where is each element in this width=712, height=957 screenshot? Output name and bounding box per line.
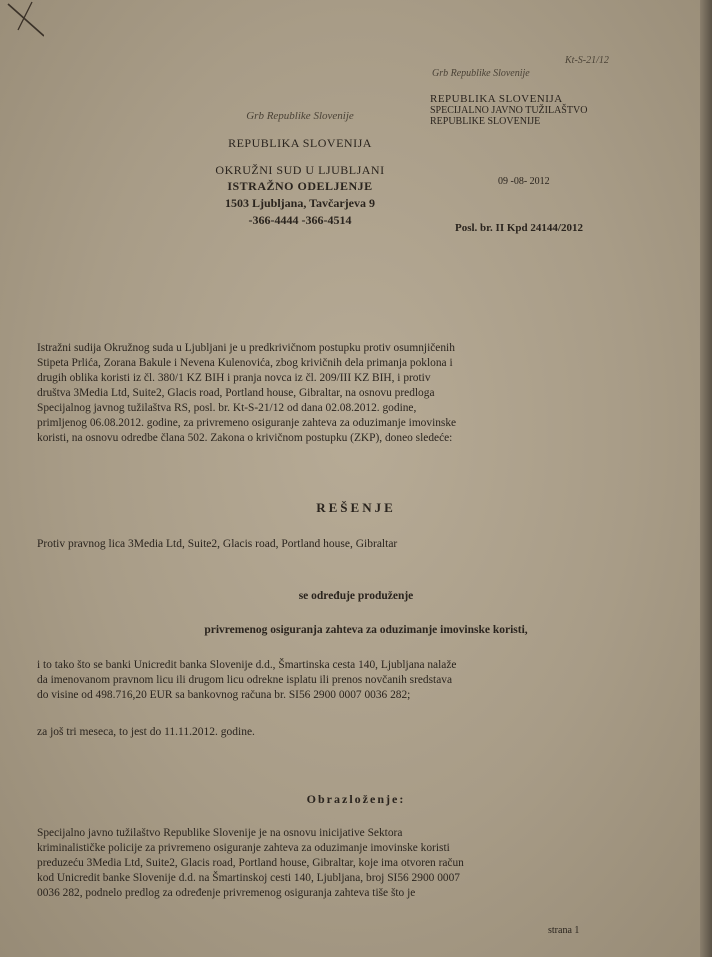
prosecutor-stamp <box>430 68 630 127</box>
decision-duration: za još tri meseca, to jest do 11.11.2012. godine. <box>37 726 255 738</box>
decision-against: Protiv pravnog lica 3Media Ltd, Suite2, Glacis road, Portland house, Gibraltar <box>37 538 398 550</box>
decision-extension: se određuje produženje <box>298 590 414 602</box>
handwritten-cross-mark <box>4 0 44 40</box>
court-phones: -366-4444 -366-4514 <box>248 213 352 227</box>
intro-line: drugih oblika koristi iz čl. 380/1 KZ BIH i pranja novca iz čl. 209/III KZ BIH, i protiv <box>37 372 431 384</box>
reasoning-line: Specijalno javno tužilaštvo Republike Slovenije je na osnovu inicijative Sektora <box>37 827 403 839</box>
page-number: strana 1 <box>548 925 580 936</box>
intro-line: Istražni sudija Okružnog suda u Ljubljani je u predkrivičnom postupku protiv osumnjičenih <box>37 342 455 354</box>
court-letterhead <box>195 110 405 228</box>
reasoning-line: kod Unicredit banke Slovenije d.d. na Šmartinskoj cesti 140, Ljubljana, broj SI56 2900 0007 <box>37 872 460 884</box>
stamp-office-line-2: REPUBLIKE SLOVENIJE <box>430 116 541 127</box>
top-reference-number: Kt-S-21/12 <box>565 55 609 66</box>
decision-subject: privremenog osiguranja zahteva za oduzimanje imovinske koristi, <box>204 624 528 636</box>
department-name: ISTRAŽNO ODELJENJE <box>227 179 373 193</box>
decision-title: REŠENJE <box>316 500 396 515</box>
intro-line: društva 3Media Ltd, Suite2, Glacis road, Portland house, Gibraltar, na osnovu predloga <box>37 387 435 399</box>
page-edge-shadow <box>700 0 712 957</box>
intro-line: primljenog 06.08.2012. godine, za privremeno osiguranje zahteva za oduzimanje imovinske <box>37 417 457 429</box>
court-address: 1503 Ljubljana, Tavčarjeva 9 <box>224 196 375 210</box>
intro-paragraph <box>37 341 625 446</box>
case-number: Posl. br. II Kpd 24144/2012 <box>455 222 583 234</box>
reasoning-paragraph <box>37 826 625 901</box>
reasoning-title: Obrazloženje: <box>306 792 406 806</box>
order-line: do visine od 498.716,20 EUR sa bankovnog računa br. SI56 2900 0007 0036 282; <box>37 689 411 701</box>
reasoning-line: preduzeću 3Media Ltd, Suite2, Glacis road, Portland house, Gibraltar, koje ima otvoren račun <box>37 857 464 869</box>
intro-line: Stipeta Prlića, Zorana Bakule i Nevena Kulenovića, zbog krivičnih dela primanja poklona i <box>37 357 453 369</box>
stamp-country-name: REPUBLIKA SLOVENIJA <box>430 93 563 105</box>
court-name: OKRUŽNI SUD U LJUBLJANI <box>215 163 385 177</box>
coat-of-arms-label: Grb Republike Slovenije <box>246 110 354 122</box>
intro-line: koristi, na osnovu odredbe člana 502. Zakona o krivičnom postupku (ZKP), doneo sledeće: <box>37 432 453 444</box>
order-line: i to tako što se banki Unicredit banka Slovenije d.d., Šmartinska cesta 140, Ljubljana nalaže <box>37 659 457 671</box>
stamp-coat-of-arms-label: Grb Republike Slovenije <box>432 68 530 79</box>
country-name: REPUBLIKA SLOVENIJA <box>228 136 372 150</box>
reasoning-line: kriminalističke policije za privremeno osiguranje zahteva za oduzimanje imovinske koristi <box>37 842 450 854</box>
stamp-office-line-1: SPECIJALNO JAVNO TUŽILAŠTVO <box>430 105 588 116</box>
reasoning-line: 0036 282, podnelo predlog za određenje privremenog osiguranja zahteva tiše što je <box>37 887 416 899</box>
order-paragraph <box>37 658 625 703</box>
order-line: da imenovanom pravnom licu ili drugom licu odrekne isplatu ili prenos novčanih sredstava <box>37 674 453 686</box>
intro-line: Specijalnog javnog tužilaštva RS, posl. br. Kt-S-21/12 od dana 02.08.2012. godine, <box>37 402 417 414</box>
received-date: 09 -08- 2012 <box>498 176 550 187</box>
